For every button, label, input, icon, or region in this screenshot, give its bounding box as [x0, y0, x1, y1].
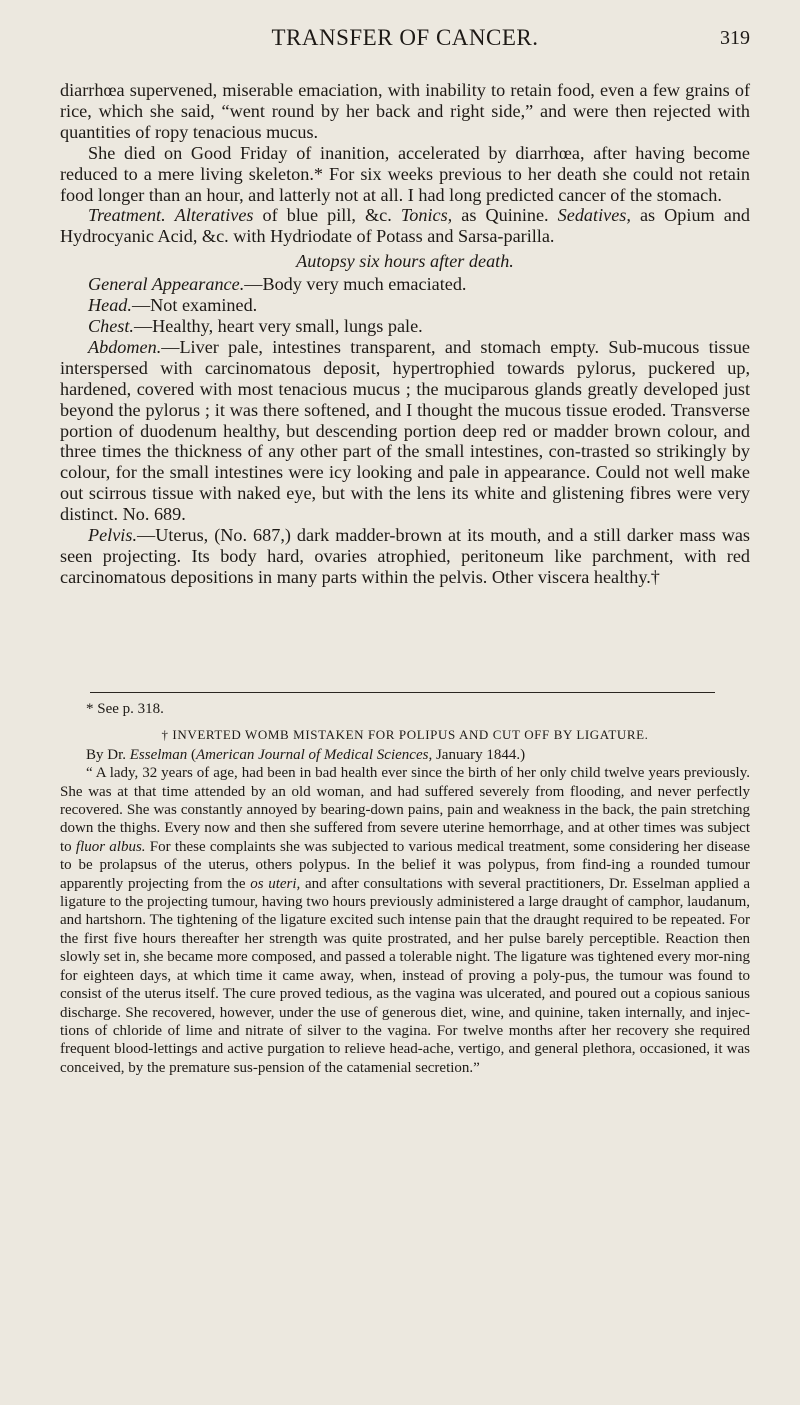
- paragraph-head: [60, 295, 750, 316]
- paragraph-death: She died on Good Friday of inanition, accelerated by diarrhœa, after having become reduced to a mere living skeleton.* For six weeks previous to her death she could not retain food longer than an hour, and latterly not at all. I had long predicted cancer of the stomach.: [60, 142, 750, 205]
- sedatives-label: Sedatives,: [557, 205, 631, 226]
- general-appearance-label: General Appearance.: [88, 274, 245, 295]
- paragraph-abdomen: [60, 337, 750, 525]
- footnote-quote: [60, 764, 750, 1077]
- source-journal: American Journal of Medical Sciences,: [196, 746, 433, 763]
- paragraph-pelvis: [60, 525, 750, 588]
- footnotes: [60, 700, 750, 1077]
- footnote-dagger-heading: † INVERTED WOMB MISTAKEN FOR POLIPUS AND CUT OFF BY LIGATURE.: [161, 727, 649, 743]
- footnote-divider: [90, 692, 715, 693]
- quote-os-uteri: os uteri,: [250, 875, 301, 892]
- source-mid: (: [187, 746, 197, 763]
- head-text: —Not examined.: [131, 295, 258, 316]
- general-appearance-text: —Body very much emaciated.: [244, 274, 467, 295]
- source-date: January 1844.): [432, 746, 526, 763]
- page-number: 319: [720, 27, 750, 49]
- footnote-star: * See p. 318.: [86, 701, 164, 717]
- chest-text: —Healthy, heart very small, lungs pale.: [133, 315, 423, 336]
- source-prefix: By Dr.: [86, 746, 130, 763]
- main-text: [60, 80, 750, 588]
- treatment-text-1: of blue pill, &c.: [253, 205, 401, 226]
- pelvis-label: Pelvis.: [88, 525, 137, 546]
- abdomen-text: —Liver pale, intestines transparent, and stomach empty. Sub-mucous tissue interspersed with carcinomatous deposit, hypertrophied towards pylorus, puckered up, hardened, covered with most tenacious mucus ; the muciparous glands greatly developed just beyond the pylorus ; it was there softened, and I thought the mucous tissue eroded. Transverse portion of duodenum healthy, but descending portion deep red or madder brown colour, and three times the thickness of any other part of the small intestines, con-trasted so strikingly by colour, for the small intestines were icy looking and pale in appearance. Could not well make out scirrous tissue with naked eye, but with the lens its white and glistening fibres were very distinct. No. 689.: [60, 336, 750, 525]
- alteratives-label: Alteratives: [174, 205, 254, 226]
- pelvis-text: —Uterus, (No. 687,) dark madder-brown at its mouth, and a still darker mass was seen projecting. Its body hard, ovaries atrophied, peritoneum like parchment, with red carcinomatous depositions in many parts within the pelvis. Other viscera healthy.†: [60, 525, 750, 587]
- autopsy-heading: [60, 251, 750, 272]
- paragraph-continued: diarrhœa supervened, miserable emaciation, with inability to retain food, even a few grains of rice, which she said, “went round by her back and right side,” and were then rejected with quantities of ropy tenacious mucus.: [60, 80, 750, 142]
- head-label: Head.: [88, 295, 132, 316]
- tonics-label: Tonics,: [400, 205, 453, 226]
- treatment-text-2: as Quinine.: [452, 205, 558, 226]
- abdomen-label: Abdomen.: [88, 336, 162, 357]
- footnote-gap: [60, 718, 750, 724]
- chest-label: Chest.: [88, 315, 134, 336]
- quote-part-b: For these complaints she was subjected to various medical treatment, some considering her disease to be prolapsus of the uterus, others polypus. In the belief it was polypus, from find-ing a rounded tumour apparently projecting from the: [60, 838, 750, 892]
- quote-part-c: and after consultations with several practitioners, Dr. Esselman applied a ligature to the projecting tumour, having two hours previously administered a large draught of camphor, laudanum, and hartshorn. The tightening of the ligature excited such intense pain that the draught required to be repeated. For the first five hours thereafter her strength was quite prostrated, and her pulse barely perceptible. Reaction then slowly set in, she became more composed, and passed a tolerable night. The ligature was tightened every mor-ning for eighteen days, at which time it came away, when, instead of proving a poly-pus, the tumour was found to consist of the uterus itself. The cure proved tedious, as the vagina was ulcerated, and poured out a copious sanious discharge. She recovered, however, under the use of generous diet, wine, and quinine, taken internally, and injec-tions of chloride of lime and nitrate of silver to the vagina. For twelve months after her recovery she required frequent blood-lettings and active purgation to relieve head-ache, vertigo, and general plethora, occasioned, it was conceived, by the premature sus-pension of the catamenial secretion.”: [60, 875, 751, 1076]
- footnote-source: [60, 746, 750, 764]
- treatment-text-3: as Opium and Hydrocyanic Acid, &c. with Hydriodate of Potass and Sarsa-parilla.: [60, 205, 751, 247]
- autopsy-heading-text: Autopsy six hours after death.: [296, 251, 514, 272]
- page-header: [60, 25, 750, 55]
- paragraph-treatment: [60, 205, 750, 247]
- paragraph-chest: [60, 316, 750, 337]
- source-author: Esselman: [129, 746, 188, 763]
- quote-fluor-albus: fluor albus.: [75, 838, 146, 855]
- quote-part-a: “ A lady, 32 years of age, had been in bad health ever since the birth of her only child twelve years previously. She was at that time attended by an old woman, and had suffered severely from flooding, and never perfectly recovered. She was constantly annoyed by bearing-down pains, pain and weakness in the back, the pain stretching down the thighs. Every now and then she suffered from severe uterine hemorrhage, and at other times was subject to: [60, 765, 750, 855]
- treatment-label: Treatment.: [88, 205, 166, 226]
- paragraph-general-appearance: [60, 274, 750, 295]
- running-title: TRANSFER OF CANCER.: [271, 25, 539, 50]
